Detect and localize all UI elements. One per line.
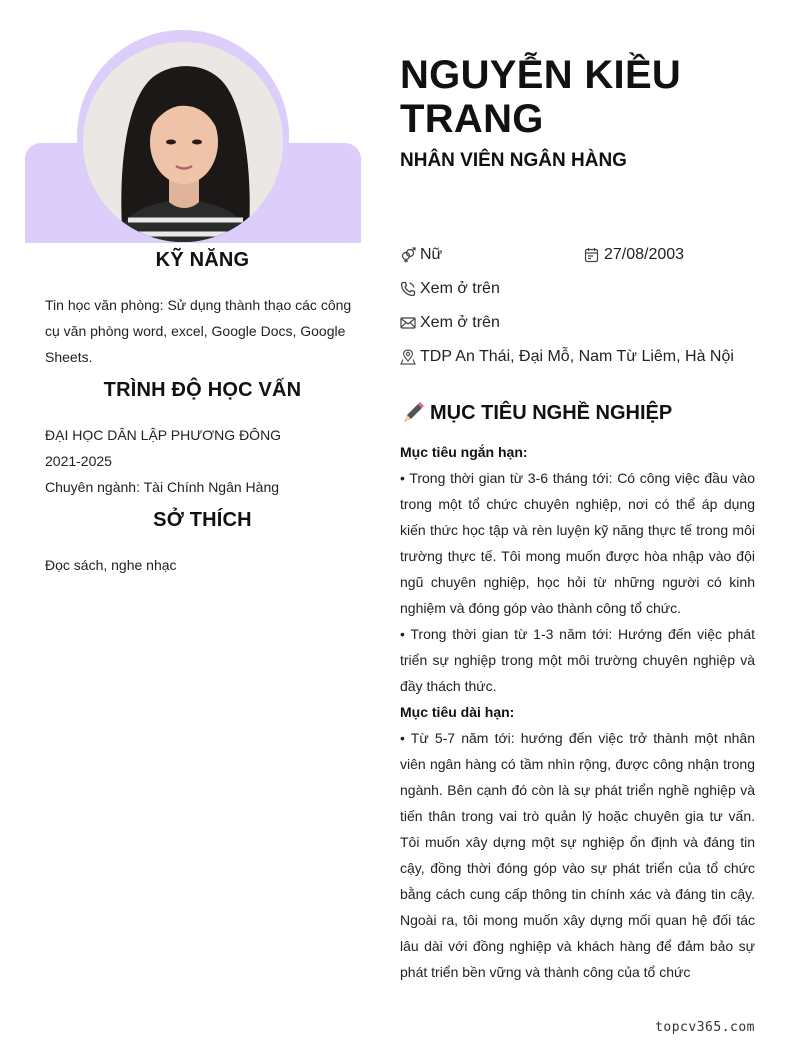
hobbies-heading: SỞ THÍCH (153, 509, 252, 531)
objective-heading-row (400, 400, 672, 426)
location-icon (400, 349, 416, 365)
objective-heading: MỤC TIÊU NGHỀ NGHIỆP (430, 401, 673, 424)
skills-section (45, 249, 360, 370)
full-name: NGUYỄN KIỀU TRANG (400, 53, 682, 141)
info-email (400, 312, 500, 334)
skills-heading: KỸ NĂNG (155, 249, 250, 271)
hobbies-section (45, 509, 360, 578)
job-title: NHÂN VIÊN NGÂN HÀNG (400, 150, 627, 171)
avatar (83, 42, 283, 242)
calendar-icon (584, 247, 600, 263)
mail-icon (400, 315, 416, 331)
email-value: Xem ở trên (420, 314, 500, 331)
gender-value: Nữ (420, 246, 443, 263)
short-term-goal-1: • Trong thời gian từ 3-6 tháng tới: Có công việc đầu vào trong một tổ chức chuyên nghiệp, nơi có thể áp dụng kiến thức học tập và rèn luyện kỹ năng thực tế trong môi trường thực tế. Tôi mong muốn được hòa nhập vào đội ngũ chuyên nghiệp, học hỏi từ những người có kinh nghiệm và đóng góp vào thành công tổ chức. (400, 470, 755, 616)
info-phone (400, 278, 500, 300)
skills-text: Tin học văn phòng: Sử dụng thành thạo các công cụ văn phòng word, excel, Google Docs, Google Sheets. (45, 297, 352, 365)
phone-value: Xem ở trên (420, 280, 500, 297)
education-major: Chuyên ngành: Tài Chính Ngân Hàng (45, 479, 280, 495)
hobbies-text: Đọc sách, nghe nhạc (45, 557, 177, 573)
address-value: TDP An Thái, Đại Mỗ, Nam Từ Liêm, Hà Nội (420, 348, 734, 365)
objective-body (400, 439, 755, 985)
education-school: ĐẠI HỌC DÂN LẬP PHƯƠNG ĐÔNG (45, 427, 282, 443)
birthday-value: 27/08/2003 (604, 246, 685, 263)
gender-icon (400, 247, 416, 263)
education-years: 2021-2025 (45, 453, 112, 469)
footer-watermark: topcv365.com (655, 1020, 755, 1035)
short-term-label: Mục tiêu ngắn hạn: (400, 444, 528, 460)
education-section (45, 379, 360, 500)
long-term-label: Mục tiêu dài hạn: (400, 704, 515, 720)
education-heading: TRÌNH ĐỘ HỌC VẤN (103, 379, 302, 401)
info-birthday (584, 244, 684, 266)
info-address (400, 346, 734, 368)
pencil-icon (400, 400, 426, 426)
avatar-photo (83, 42, 283, 242)
long-term-goal-1: • Từ 5-7 năm tới: hướng đến việc trở thành một nhân viên ngân hàng có tầm nhìn rộng, được công nhận trong ngành. Bên cạnh đó còn là sự phát triển nghề nghiệp và tiến thân trong vai trò quản lý hoặc chuyên gia tư vấn. Tôi muốn xây dựng một sự nghiệp ổn định và đáng tin cậy, đồng thời đóng góp vào sự phát triển của tổ chức bằng cách cung cấp thông tin chính xác và đáng tin cậy. Ngoài ra, tôi mong muốn xây dựng mối quan hệ đối tác lâu dài với đồng nghiệp và khách hàng để đảm bảo sự phát triển bền vững và thành công của tổ chức (400, 730, 755, 980)
short-term-goal-2: • Trong thời gian từ 1-3 năm tới: Hướng đến việc phát triển sự nghiệp trong một môi trường chuyên nghiệp và đầy thách thức. (400, 626, 755, 694)
info-gender (400, 244, 442, 266)
phone-icon (400, 281, 416, 297)
